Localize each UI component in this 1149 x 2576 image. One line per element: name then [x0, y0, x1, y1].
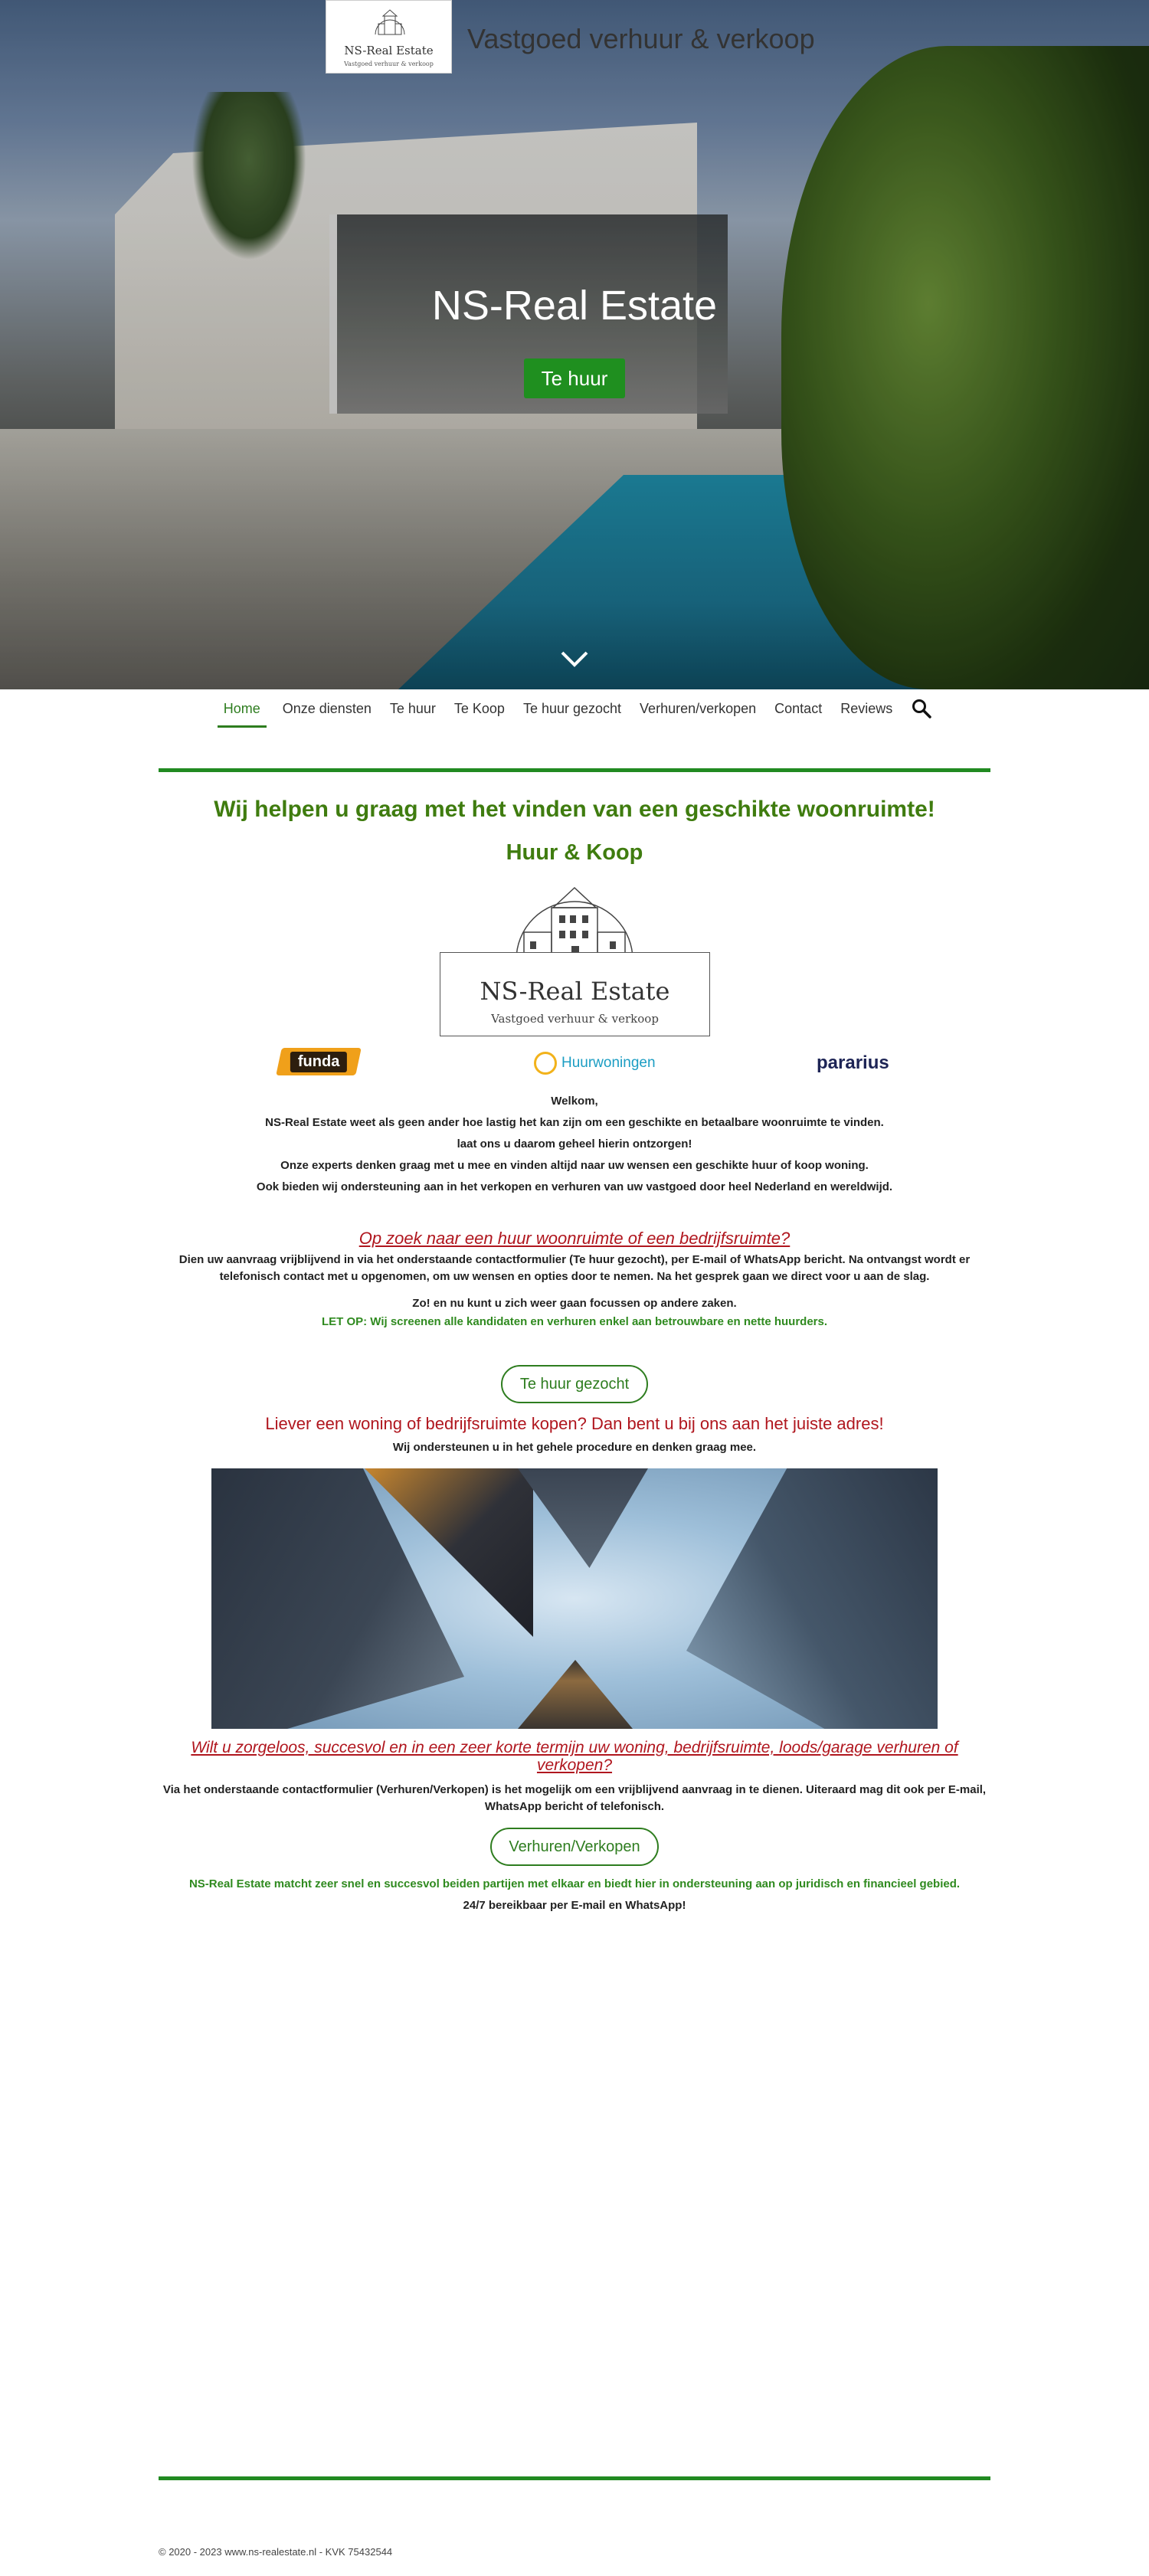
match-note: NS-Real Estate matcht zeer snel en succesvol beiden partijen met elkaar en biedt hier in ondersteuning aan op juridisch en financieel gebied.	[188, 1877, 961, 1890]
search-text: Dien uw aanvraag vrijblijvend in via het onderstaande contactformulier (Te huur gezocht), per E-mail of WhatsApp bericht. Na ontvangst wordt er telefonisch contact met u opgenomen, om uw wensen en opties door te nemen. Na het gesprek gaan we direct voor u aan de slag.	[178, 1253, 971, 1283]
house-logo-icon	[440, 877, 710, 961]
search-title: Op zoek naar een huur woonruimte of een bedrijfsruimte?	[358, 1229, 791, 1248]
nav-item-home[interactable]: Home	[218, 689, 267, 728]
nav-item-onze-diensten[interactable]: Onze diensten	[282, 701, 372, 716]
search-icon[interactable]	[912, 699, 931, 718]
main-subheadline: Huur & Koop	[506, 840, 643, 865]
main-headline: Wij helpen u graag met het vinden van een geschikte woonruimte!	[214, 797, 935, 822]
te-huur-button[interactable]: Te huur	[524, 358, 625, 398]
availability-text: 24/7 bereikbaar per E-mail en WhatsApp!	[463, 1899, 686, 1912]
building-top	[518, 1468, 648, 1568]
divider-bottom	[159, 2476, 990, 2480]
funda-label: funda	[290, 1052, 347, 1072]
divider-top	[159, 768, 990, 772]
site-tagline: Vastgoed verhuur & verkoop	[467, 23, 815, 54]
search-text-2: Zo! en nu kunt u zich weer gaan focussen op andere zaken.	[412, 1297, 737, 1310]
buy-title: Liever een woning of bedrijfsruimte kopen? Dan bent u bij ons aan het juiste adres!	[265, 1414, 884, 1433]
intro-line: Ook bieden wij ondersteuning aan in het verkopen en verhuren van uw vastgoed door heel Nederland en wereldwijd.	[256, 1180, 893, 1193]
house-logo-icon	[374, 5, 406, 36]
pararius-logo[interactable]	[817, 1048, 901, 1079]
logo-subtitle: Vastgoed verhuur & verkoop	[491, 1012, 659, 1026]
building-bottom	[518, 1660, 633, 1729]
intro-text	[153, 1091, 996, 1198]
funda-logo[interactable]	[276, 1048, 362, 1075]
house-icon	[534, 1052, 557, 1075]
nav-item-te-huur[interactable]: Te huur	[389, 701, 436, 716]
pararius-label: pararius	[817, 1052, 889, 1073]
logo-title: NS-Real Estate	[480, 977, 670, 1006]
intro-line: Onze experts denken graag met u mee en vinden altijd naar uw wensen een geschikte huur of koop woning.	[280, 1159, 869, 1172]
search-note: LET OP: Wij screenen alle kandidaten en verhuren enkel aan betrouwbare en nette huurders.	[321, 1315, 828, 1328]
chevron-down-icon[interactable]	[559, 650, 590, 668]
footer-copyright: © 2020 - 2023 www.ns-realestate.nl - KVK 75432544	[159, 2546, 393, 2558]
main-navigation	[0, 689, 1149, 728]
sell-text: Via het onderstaande contactformulier (Verhuren/Verkopen) is het mogelijk om een vrijblijvend aanvraag in te dienen. Uiteraard mag dit ook per E-mail, WhatsApp bericht of telefonisch.	[162, 1783, 987, 1813]
intro-line: NS-Real Estate weet als geen ander hoe lastig het kan zijn om een geschikte en betaalbare woonruimte te vinden.	[265, 1116, 884, 1129]
city-skyline-image	[211, 1468, 938, 1729]
site-logo[interactable]	[326, 0, 452, 74]
buy-text: Wij ondersteunen u in het gehele procedure en denken graag mee.	[392, 1441, 757, 1454]
hero-banner	[0, 0, 1149, 689]
logo-title: NS-Real Estate	[344, 44, 434, 57]
nav-item-verhuren-verkopen[interactable]: Verhuren/verkopen	[640, 701, 757, 716]
verhuren-verkopen-button[interactable]: Verhuren/Verkopen	[490, 1828, 659, 1866]
intro-line: laat ons u daarom geheel hierin ontzorgen!	[457, 1137, 692, 1151]
hero-title: NS-Real Estate	[431, 283, 718, 329]
hero-overlay	[0, 0, 1149, 689]
logo-subtitle: Vastgoed verhuur & verkoop	[344, 61, 434, 67]
main-logo	[440, 877, 710, 1036]
huurwoningen-logo[interactable]	[534, 1048, 672, 1079]
nav-item-reviews[interactable]: Reviews	[840, 701, 893, 716]
nav-item-contact[interactable]: Contact	[774, 701, 823, 716]
intro-line: Welkom,	[551, 1095, 598, 1108]
huurwoningen-label: Huurwoningen	[561, 1055, 656, 1071]
te-huur-gezocht-button[interactable]: Te huur gezocht	[501, 1365, 648, 1403]
sell-title: Wilt u zorgeloos, succesvol en in een zeer korte termijn uw woning, bedrijfsruimte, loods/garage verhuren of verkopen?	[191, 1739, 958, 1774]
nav-item-te-huur-gezocht[interactable]: Te huur gezocht	[522, 701, 622, 716]
building-right	[686, 1468, 938, 1729]
nav-item-te-koop[interactable]: Te Koop	[453, 701, 505, 716]
